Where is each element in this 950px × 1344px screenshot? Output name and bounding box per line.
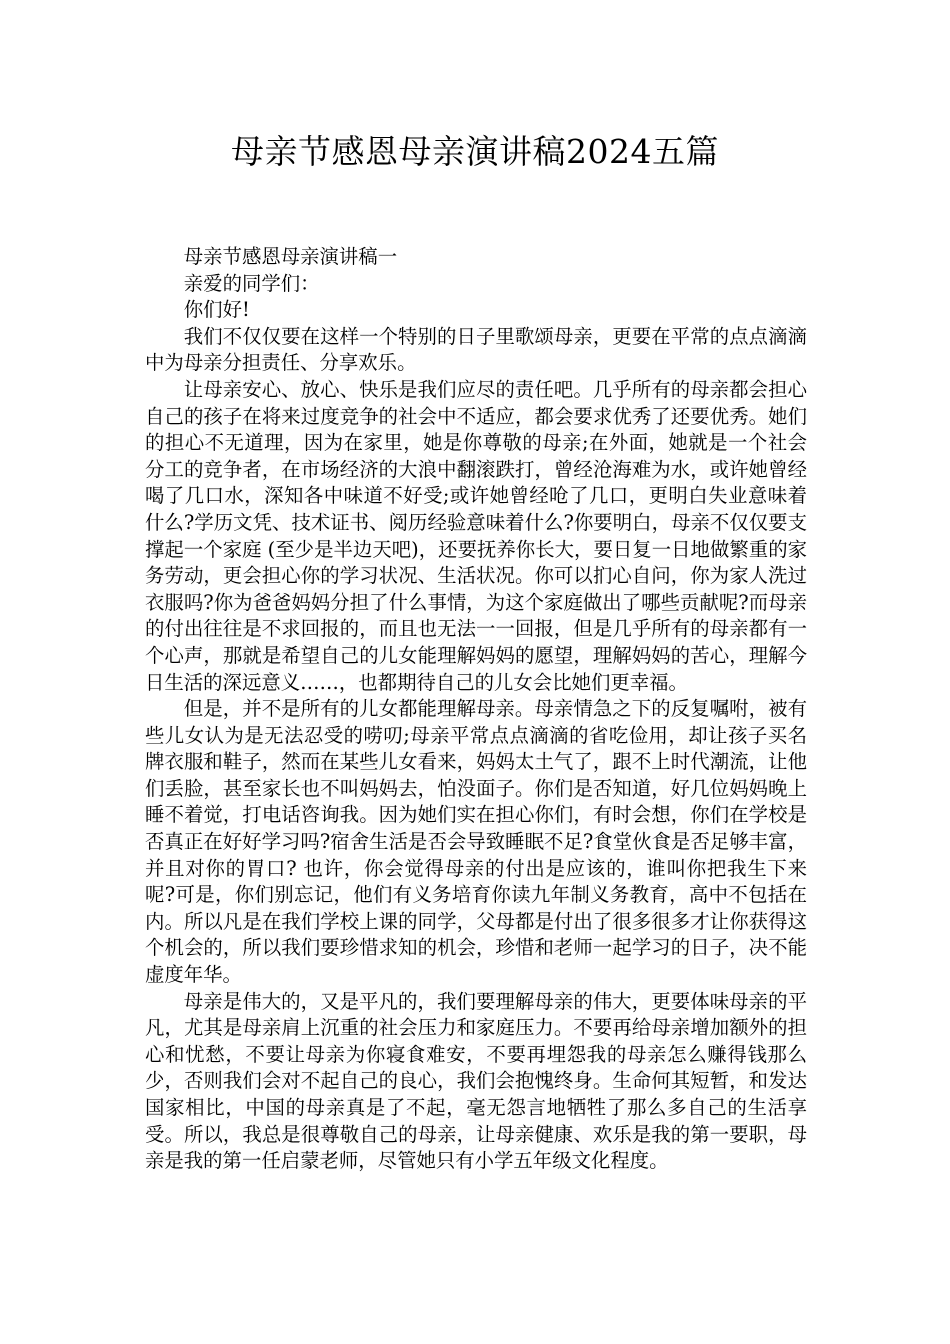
section-heading: 母亲节感恩母亲演讲稿一 bbox=[183, 245, 398, 268]
paragraph: 让母亲安心、放心、快乐是我们应尽的责任吧。几乎所有的母亲都会担心自己的孩子在将来过度竞争的社会中不适应，都会要求优秀了还要优秀。她们的担心不无道理，因为在家里，她是你尊敬的母亲;在外面，她就是一个社会分工的竞争者，在市场经济的大浪中翻滚跌打，曾经沧海难为水，或许她曾经喝了几口水，深知各中味道不好受;或许她曾经呛了几口，更明白失业意味着什么?学历文凭、技术证书、阅历经验意味着什么?你要明白，母亲不仅仅要支撑起一个家庭 (至少是半边天吧)，还要抚养你长大，要日复一日地做繁重的家务劳动，更会担心你的学习状况、生活状况。你可以扪心自问，你为家人洗过衣服吗?你为爸爸妈妈分担了什么事情，为这个家庭做出了哪些贡献呢?而母亲的付出往往是不求回报的，而且也无法一一回报，但是几乎所有的母亲都有一个心声，那就是希望自己的儿女能理解妈妈的愿望，理解妈妈的苦心，理解今日生活的深远意义……，也都期待自己的儿女会比她们更幸福。 bbox=[145, 377, 807, 694]
document-title: 母亲节感恩母亲演讲稿2024五篇 bbox=[231, 132, 719, 171]
paragraph: 母亲是伟大的，又是平凡的，我们要理解母亲的伟大，更要体味母亲的平凡，尤其是母亲肩上沉重的社会压力和家庭压力。不要再给母亲增加额外的担心和忧愁，不要让母亲为你寝食难安，不要再埋怨我的母亲怎么赚得钱那么少，否则我们会对不起自己的良心，我们会抱愧终身。生命何其短暂，和发达国家相比，中国的母亲真是了不起，毫无怨言地牺牲了那么多自己的生活享受。所以，我总是很尊敬自己的母亲，让母亲健康、欢乐是我的第一要职，母亲是我的第一任启蒙老师，尽管她只有小学五年级文化程度。 bbox=[145, 989, 807, 1173]
document-body bbox=[145, 244, 807, 1175]
salutation: 亲爱的同学们： bbox=[183, 271, 320, 295]
paragraph: 我们不仅仅要在这样一个特别的日子里歌颂母亲，更要在平常的点点滴滴中为母亲分担责任、分享欢乐。 bbox=[145, 324, 807, 375]
greeting: 你们好! bbox=[183, 298, 250, 322]
paragraph: 但是，并不是所有的儿女都能理解母亲。母亲情急之下的反复嘱咐，被有些儿女认为是无法忍受的唠叨;母亲平常点点滴滴的省吃俭用，却让孩子买名牌衣服和鞋子，然而在某些儿女看来，妈妈太土气了，跟不上时代潮流，让他们丢脸，甚至家长也不叫妈妈去，怕没面子。你们是否知道，好几位妈妈晚上睡不着觉，打电话咨询我。因为她们实在担心你们，有时会想，你们在学校是否真正在好好学习吗?宿舍生活是否会导致睡眠不足?食堂伙食是否足够丰富，并且对你的胃口? 也许，你会觉得母亲的付出是应该的，谁叫你把我生下来呢?可是，你们别忘记，他们有义务培育你读九年制义务教育，高中不包括在内。所以凡是在我们学校上课的同学，父母都是付出了很多很多才让你获得这个机会的，所以我们要珍惜求知的机会，珍惜和老师一起学习的日子，决不能虚度年华。 bbox=[145, 697, 807, 987]
